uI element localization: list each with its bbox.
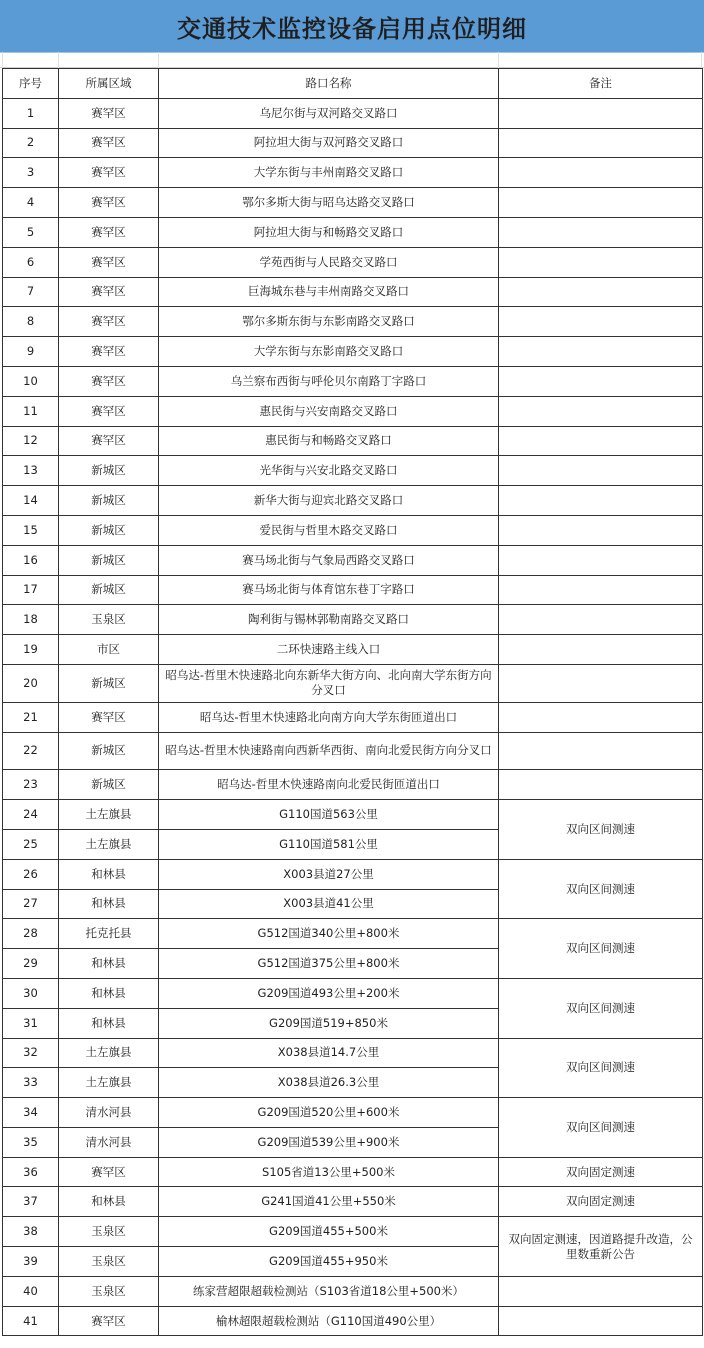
table-row	[3, 1306, 703, 1336]
cell-district: 赛罕区	[59, 366, 159, 396]
cell-district: 赛罕区	[59, 396, 159, 426]
table-row	[3, 732, 703, 770]
cell-no: 4	[3, 188, 59, 218]
cell-no: 22	[3, 732, 59, 770]
cell-location: 光华街与兴安北路交叉路口	[159, 456, 499, 486]
table-row	[3, 919, 703, 949]
cell-district: 赛罕区	[59, 307, 159, 337]
cell-remark	[499, 1306, 703, 1336]
cell-location: 陶利街与锡林郭勒南路交叉路口	[159, 605, 499, 635]
spacer-row	[0, 52, 704, 68]
cell-no: 25	[3, 829, 59, 859]
table-row	[3, 188, 703, 218]
cell-no: 6	[3, 247, 59, 277]
table-row	[3, 337, 703, 367]
cell-location: 阿拉坦大街与双河路交叉路口	[159, 128, 499, 158]
cell-remark	[499, 635, 703, 665]
cell-no: 40	[3, 1276, 59, 1306]
cell-remark	[499, 426, 703, 456]
table-row	[3, 426, 703, 456]
cell-remark: 双向固定测速，因道路提升改造，公里数重新公告	[499, 1217, 703, 1277]
cell-district: 赛罕区	[59, 702, 159, 732]
cell-location: G209国道455+950米	[159, 1247, 499, 1277]
cell-location: 昭乌达-哲里木快速路北向东新华大街方向、北向南大学东街方向分叉口	[159, 664, 499, 702]
cell-remark	[499, 396, 703, 426]
table-row	[3, 605, 703, 635]
cell-no: 19	[3, 635, 59, 665]
cell-remark	[499, 605, 703, 635]
monitoring-table	[2, 68, 703, 1336]
cell-location: 昭乌达-哲里木快速路南向北爱民街匝道出口	[159, 770, 499, 800]
table-row	[3, 1276, 703, 1306]
table-row	[3, 770, 703, 800]
cell-location: 乌尼尔街与双河路交叉路口	[159, 98, 499, 128]
cell-location: G209国道455+500米	[159, 1217, 499, 1247]
table-row	[3, 978, 703, 1008]
cell-remark	[499, 98, 703, 128]
cell-district: 清水河县	[59, 1127, 159, 1157]
cell-no: 38	[3, 1217, 59, 1247]
cell-remark	[499, 456, 703, 486]
cell-no: 15	[3, 515, 59, 545]
cell-no: 29	[3, 949, 59, 979]
cell-no: 5	[3, 217, 59, 247]
cell-remark	[499, 366, 703, 396]
cell-district: 赛罕区	[59, 128, 159, 158]
cell-location: X038县道14.7公里	[159, 1038, 499, 1068]
cell-district: 市区	[59, 635, 159, 665]
cell-location: 鄂尔多斯东街与东影南路交叉路口	[159, 307, 499, 337]
cell-location: 新华大街与迎宾北路交叉路口	[159, 486, 499, 516]
cell-district: 赛罕区	[59, 158, 159, 188]
cell-district: 新城区	[59, 664, 159, 702]
cell-remark	[499, 515, 703, 545]
cell-district: 新城区	[59, 456, 159, 486]
table-row	[3, 664, 703, 702]
table-row	[3, 217, 703, 247]
cell-location: X003县道27公里	[159, 859, 499, 889]
cell-district: 和林县	[59, 1187, 159, 1217]
cell-no: 30	[3, 978, 59, 1008]
cell-location: 乌兰察布西街与呼伦贝尔南路丁字路口	[159, 366, 499, 396]
cell-no: 10	[3, 366, 59, 396]
cell-no: 20	[3, 664, 59, 702]
cell-district: 和林县	[59, 889, 159, 919]
cell-no: 31	[3, 1008, 59, 1038]
cell-district: 土左旗县	[59, 800, 159, 830]
cell-location: G209国道539公里+900米	[159, 1127, 499, 1157]
cell-district: 赛罕区	[59, 188, 159, 218]
cell-district: 新城区	[59, 732, 159, 770]
table-row	[3, 1098, 703, 1128]
cell-location: G209国道519+850米	[159, 1008, 499, 1038]
cell-district: 新城区	[59, 770, 159, 800]
cell-location: X038县道26.3公里	[159, 1068, 499, 1098]
cell-no: 2	[3, 128, 59, 158]
cell-district: 赛罕区	[59, 277, 159, 307]
table-row	[3, 515, 703, 545]
cell-district: 赛罕区	[59, 426, 159, 456]
cell-no: 13	[3, 456, 59, 486]
cell-district: 赛罕区	[59, 247, 159, 277]
cell-no: 12	[3, 426, 59, 456]
cell-no: 17	[3, 575, 59, 605]
cell-remark	[499, 217, 703, 247]
cell-remark	[499, 128, 703, 158]
cell-location: G110国道563公里	[159, 800, 499, 830]
cell-no: 3	[3, 158, 59, 188]
cell-district: 清水河县	[59, 1098, 159, 1128]
cell-remark	[499, 1276, 703, 1306]
cell-remark	[499, 545, 703, 575]
cell-location: X003县道41公里	[159, 889, 499, 919]
table-row	[3, 1038, 703, 1068]
cell-location: S105省道13公里+500米	[159, 1157, 499, 1187]
cell-location: 赛马场北街与气象局西路交叉路口	[159, 545, 499, 575]
table-row	[3, 396, 703, 426]
cell-district: 玉泉区	[59, 1247, 159, 1277]
cell-no: 41	[3, 1306, 59, 1336]
cell-district: 玉泉区	[59, 1276, 159, 1306]
table-row	[3, 456, 703, 486]
cell-location: 二环快速路主线入口	[159, 635, 499, 665]
cell-location: 惠民街与兴安南路交叉路口	[159, 396, 499, 426]
cell-remark	[499, 188, 703, 218]
cell-location: 昭乌达-哲里木快速路北向南方向大学东街匝道出口	[159, 702, 499, 732]
cell-remark	[499, 158, 703, 188]
page-title: 交通技术监控设备启用点位明细	[0, 0, 704, 53]
cell-location: G209国道493公里+200米	[159, 978, 499, 1008]
cell-no: 39	[3, 1247, 59, 1277]
table-row	[3, 635, 703, 665]
table-row	[3, 307, 703, 337]
cell-district: 和林县	[59, 949, 159, 979]
cell-no: 35	[3, 1127, 59, 1157]
cell-location: 赛马场北街与体育馆东巷丁字路口	[159, 575, 499, 605]
cell-location: G241国道41公里+550米	[159, 1187, 499, 1217]
table-row	[3, 1157, 703, 1187]
cell-location: 鄂尔多斯大街与昭乌达路交叉路口	[159, 188, 499, 218]
table-row	[3, 277, 703, 307]
cell-remark: 双向固定测速	[499, 1157, 703, 1187]
cell-location: 练家营超限超载检测站（S103省道18公里+500米）	[159, 1276, 499, 1306]
cell-no: 21	[3, 702, 59, 732]
cell-remark: 双向区间测速	[499, 978, 703, 1038]
cell-location: 大学东街与丰州南路交叉路口	[159, 158, 499, 188]
cell-location: 爱民街与哲里木路交叉路口	[159, 515, 499, 545]
cell-no: 8	[3, 307, 59, 337]
cell-location: 阿拉坦大街与和畅路交叉路口	[159, 217, 499, 247]
cell-remark	[499, 337, 703, 367]
cell-district: 新城区	[59, 515, 159, 545]
cell-no: 14	[3, 486, 59, 516]
cell-district: 和林县	[59, 859, 159, 889]
table-row	[3, 158, 703, 188]
cell-district: 玉泉区	[59, 1217, 159, 1247]
cell-location: G110国道581公里	[159, 829, 499, 859]
cell-district: 赛罕区	[59, 1157, 159, 1187]
cell-district: 赛罕区	[59, 337, 159, 367]
cell-location: 大学东街与东影南路交叉路口	[159, 337, 499, 367]
cell-remark: 双向区间测速	[499, 919, 703, 979]
table-row	[3, 98, 703, 128]
table-row	[3, 575, 703, 605]
table-row	[3, 800, 703, 830]
table-row	[3, 545, 703, 575]
cell-no: 28	[3, 919, 59, 949]
cell-location: 昭乌达-哲里木快速路南向西新华西街、南向北爱民街方向分叉口	[159, 732, 499, 770]
cell-location: 惠民街与和畅路交叉路口	[159, 426, 499, 456]
table-row	[3, 247, 703, 277]
table-row	[3, 1217, 703, 1247]
cell-district: 土左旗县	[59, 829, 159, 859]
cell-location: 榆林超限超载检测站（G110国道490公里）	[159, 1306, 499, 1336]
cell-no: 32	[3, 1038, 59, 1068]
cell-district: 新城区	[59, 545, 159, 575]
cell-no: 26	[3, 859, 59, 889]
cell-remark	[499, 247, 703, 277]
cell-district: 新城区	[59, 575, 159, 605]
cell-remark: 双向固定测速	[499, 1187, 703, 1217]
table-row	[3, 859, 703, 889]
table-header-row	[3, 69, 703, 99]
cell-no: 7	[3, 277, 59, 307]
cell-remark	[499, 664, 703, 702]
header-location: 路口名称	[159, 69, 499, 99]
cell-no: 18	[3, 605, 59, 635]
cell-remark	[499, 486, 703, 516]
cell-district: 土左旗县	[59, 1038, 159, 1068]
cell-district: 新城区	[59, 486, 159, 516]
cell-no: 34	[3, 1098, 59, 1128]
cell-district: 赛罕区	[59, 217, 159, 247]
table-row	[3, 1187, 703, 1217]
cell-no: 16	[3, 545, 59, 575]
header-remark: 备注	[499, 69, 703, 99]
cell-location: G209国道520公里+600米	[159, 1098, 499, 1128]
cell-district: 土左旗县	[59, 1068, 159, 1098]
table-row	[3, 702, 703, 732]
cell-location: 学苑西街与人民路交叉路口	[159, 247, 499, 277]
cell-location: G512国道340公里+800米	[159, 919, 499, 949]
cell-remark	[499, 770, 703, 800]
cell-no: 37	[3, 1187, 59, 1217]
cell-no: 33	[3, 1068, 59, 1098]
cell-location: G512国道375公里+800米	[159, 949, 499, 979]
cell-remark	[499, 702, 703, 732]
cell-remark: 双向区间测速	[499, 800, 703, 860]
cell-no: 1	[3, 98, 59, 128]
table-row	[3, 128, 703, 158]
cell-no: 27	[3, 889, 59, 919]
cell-remark	[499, 277, 703, 307]
cell-district: 赛罕区	[59, 1306, 159, 1336]
cell-remark: 双向区间测速	[499, 859, 703, 919]
cell-location: 巨海城东巷与丰州南路交叉路口	[159, 277, 499, 307]
header-district: 所属区域	[59, 69, 159, 99]
cell-district: 玉泉区	[59, 605, 159, 635]
table-row	[3, 366, 703, 396]
cell-remark: 双向区间测速	[499, 1098, 703, 1158]
cell-remark: 双向区间测速	[499, 1038, 703, 1098]
header-no: 序号	[3, 69, 59, 99]
cell-district: 和林县	[59, 1008, 159, 1038]
cell-remark	[499, 307, 703, 337]
cell-no: 23	[3, 770, 59, 800]
cell-remark	[499, 732, 703, 770]
cell-district: 托克托县	[59, 919, 159, 949]
cell-district: 赛罕区	[59, 98, 159, 128]
cell-no: 24	[3, 800, 59, 830]
cell-no: 36	[3, 1157, 59, 1187]
cell-district: 和林县	[59, 978, 159, 1008]
table-row	[3, 486, 703, 516]
cell-remark	[499, 575, 703, 605]
cell-no: 9	[3, 337, 59, 367]
cell-no: 11	[3, 396, 59, 426]
